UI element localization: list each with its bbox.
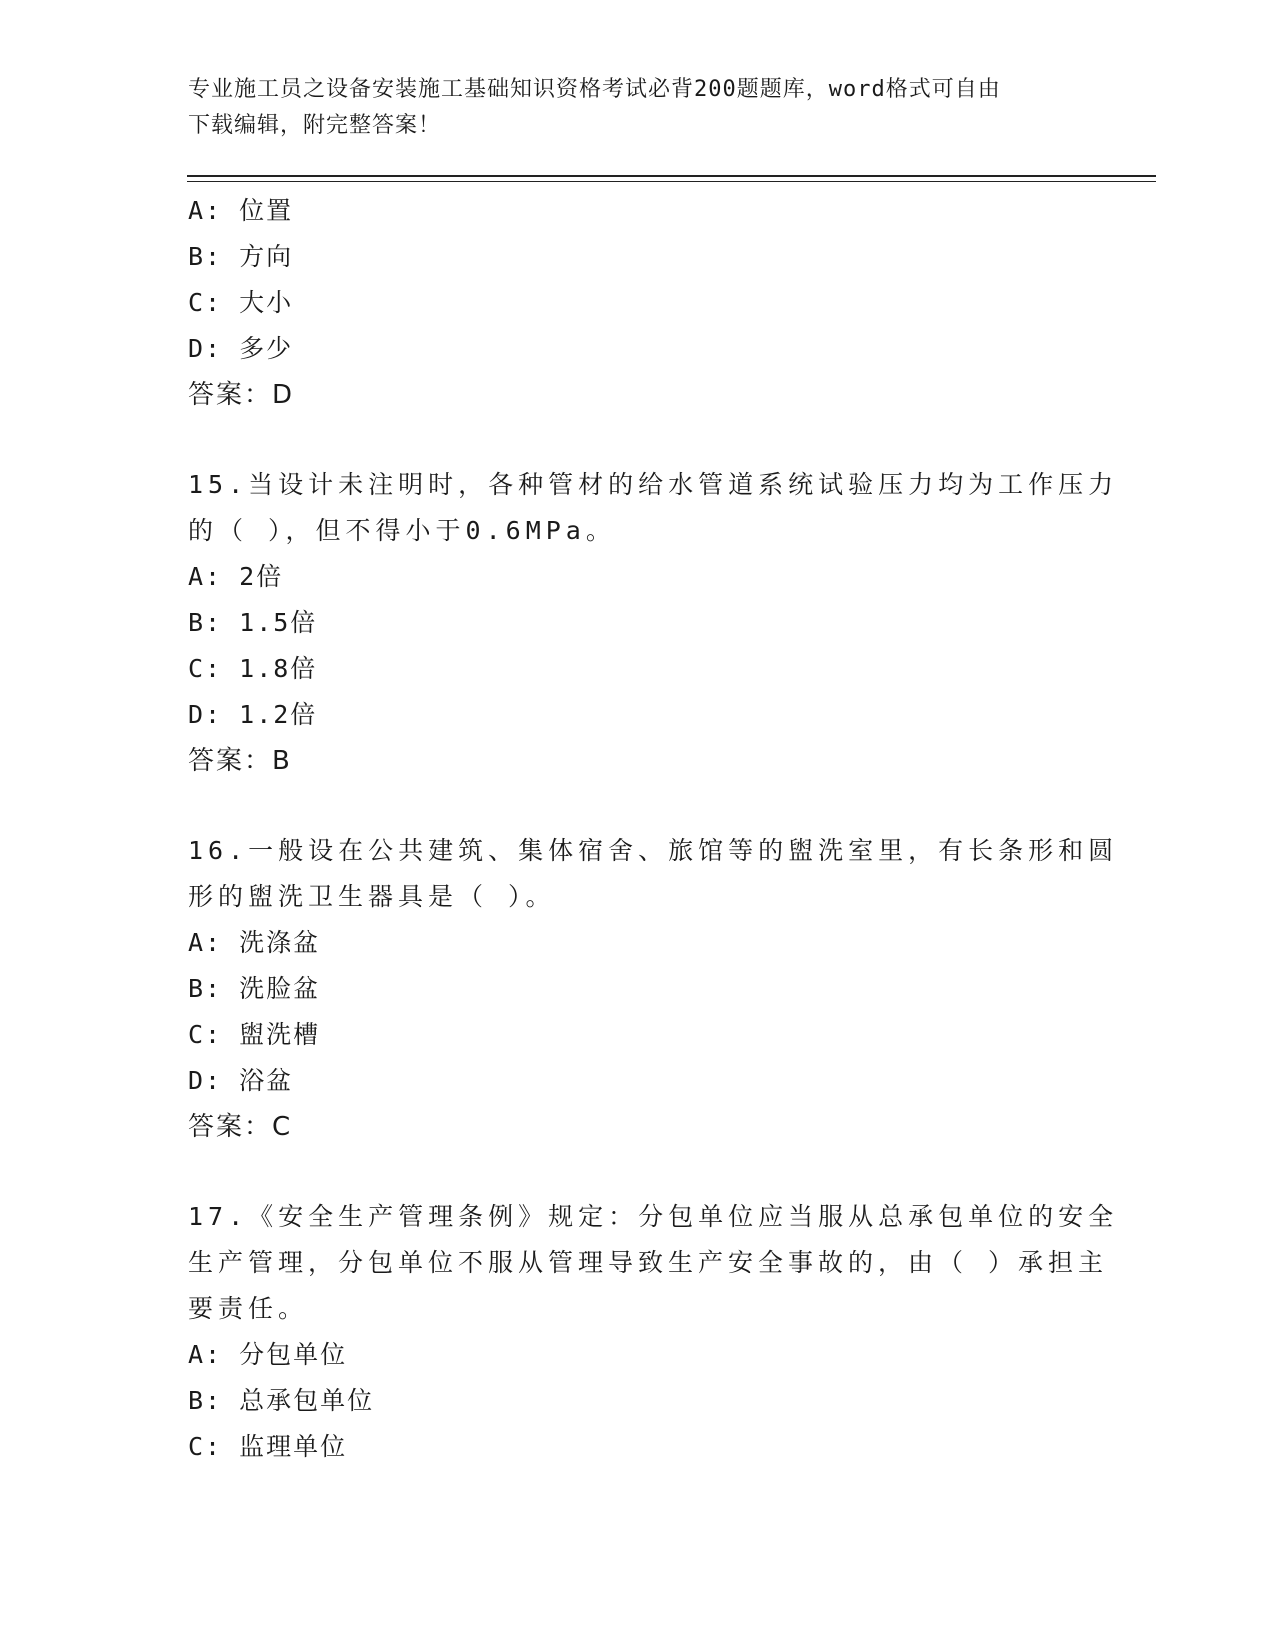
option-b: B: 洗脸盆 [188, 974, 321, 1003]
option-d: D: 浴盆 [188, 1066, 294, 1095]
option-c: C: 监理单位 [188, 1432, 348, 1461]
option-b: B: 1.5倍 [188, 608, 318, 637]
header-title-line-1: 专业施工员之设备安装施工基础知识资格考试必背200题题库，word格式可自由 [188, 77, 1001, 102]
question-text-line: 17.《安全生产管理条例》规定：分包单位应当服从总承包单位的安全 [188, 1202, 1119, 1231]
option-a: A: 位置 [188, 196, 294, 225]
option-a: A: 分包单位 [188, 1340, 348, 1369]
question-16 [188, 828, 1119, 1150]
question-text-line: 生产管理，分包单位不服从管理导致生产安全事故的，由（ ）承担主 [188, 1248, 1109, 1277]
header-divider-thin [187, 181, 1156, 182]
question-text-line: 形的盥洗卫生器具是（ ）。 [188, 882, 556, 911]
option-c: C: 大小 [188, 288, 294, 317]
option-b: B: 总承包单位 [188, 1386, 375, 1415]
header-divider-thick [187, 175, 1156, 177]
question-text-line: 16.一般设在公共建筑、集体宿舍、旅馆等的盥洗室里，有长条形和圆 [188, 836, 1119, 865]
option-a: A: 2倍 [188, 562, 284, 591]
header-title-line-2: 下载编辑，附完整答案！ [188, 113, 442, 138]
answer-line: 答案：B [188, 746, 292, 776]
answer-line: 答案：D [188, 380, 295, 410]
question-text-line: 的（ ），但不得小于0.6MPa。 [188, 516, 616, 545]
answer-line: 答案：C [188, 1112, 293, 1142]
option-b: B: 方向 [188, 242, 294, 271]
option-d: D: 1.2倍 [188, 700, 318, 729]
option-d: D: 多少 [188, 334, 294, 363]
option-a: A: 洗涤盆 [188, 928, 321, 957]
question-17 [188, 1194, 1119, 1470]
option-c: C: 盥洗槽 [188, 1020, 321, 1049]
question-text-line: 15.当设计未注明时，各种管材的给水管道系统试验压力均为工作压力 [188, 470, 1119, 499]
document-header [188, 72, 1088, 144]
question-list [188, 188, 1119, 1470]
question-14-continuation [188, 188, 1088, 418]
question-text-line: 要责任。 [188, 1294, 309, 1323]
option-c: C: 1.8倍 [188, 654, 318, 683]
question-15 [188, 462, 1119, 784]
